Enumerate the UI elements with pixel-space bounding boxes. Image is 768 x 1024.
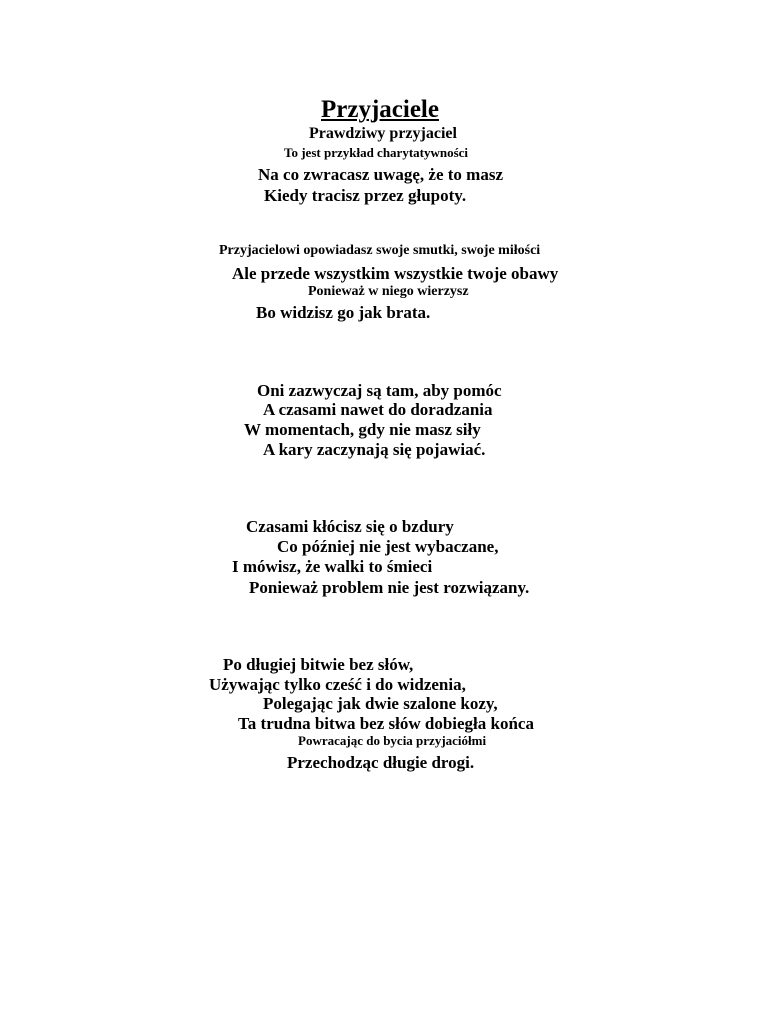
poem-line: A kary zaczynają się pojawiać.	[263, 440, 486, 459]
poem-subtitle: Prawdziwy przyjaciel	[309, 125, 457, 142]
poem-line: W momentach, gdy nie masz siły	[244, 420, 481, 439]
poem-line: Używając tylko cześć i do widzenia,	[209, 675, 466, 694]
poem-line: Ta trudna bitwa bez słów dobiegła końca	[238, 714, 534, 733]
poem-line: Czasami kłócisz się o bzdury	[246, 517, 454, 536]
poem-line: I mówisz, że walki to śmieci	[232, 557, 433, 576]
poem-line: Ponieważ problem nie jest rozwiązany.	[249, 578, 530, 597]
poem-line: Powracając do bycia przyjaciółmi	[298, 733, 487, 748]
poem-line: Ponieważ w niego wierzysz	[308, 284, 469, 299]
poem-line: Ale przede wszystkim wszystkie twoje obawy	[232, 264, 559, 283]
poem-line: A czasami nawet do doradzania	[263, 400, 493, 419]
poem-line: Bo widzisz go jak brata.	[256, 303, 431, 322]
poem-line: Po długiej bitwie bez słów,	[223, 655, 414, 674]
poem-line: Na co zwracasz uwagę, że to masz	[258, 165, 503, 184]
poem-line: Co później nie jest wybaczane,	[277, 537, 499, 556]
poem-line: Przechodząc długie drogi.	[287, 753, 475, 772]
poem-line: To jest przykład charytatywności	[284, 145, 469, 160]
poem-line: Przyjacielowi opowiadasz swoje smutki, swoje miłości	[219, 243, 541, 258]
poem-title: Przyjaciele	[321, 96, 439, 123]
poem-line: Polegając jak dwie szalone kozy,	[263, 694, 498, 713]
poem-line: Kiedy tracisz przez głupoty.	[264, 186, 467, 205]
poem-line: Oni zazwyczaj są tam, aby pomóc	[257, 381, 502, 400]
